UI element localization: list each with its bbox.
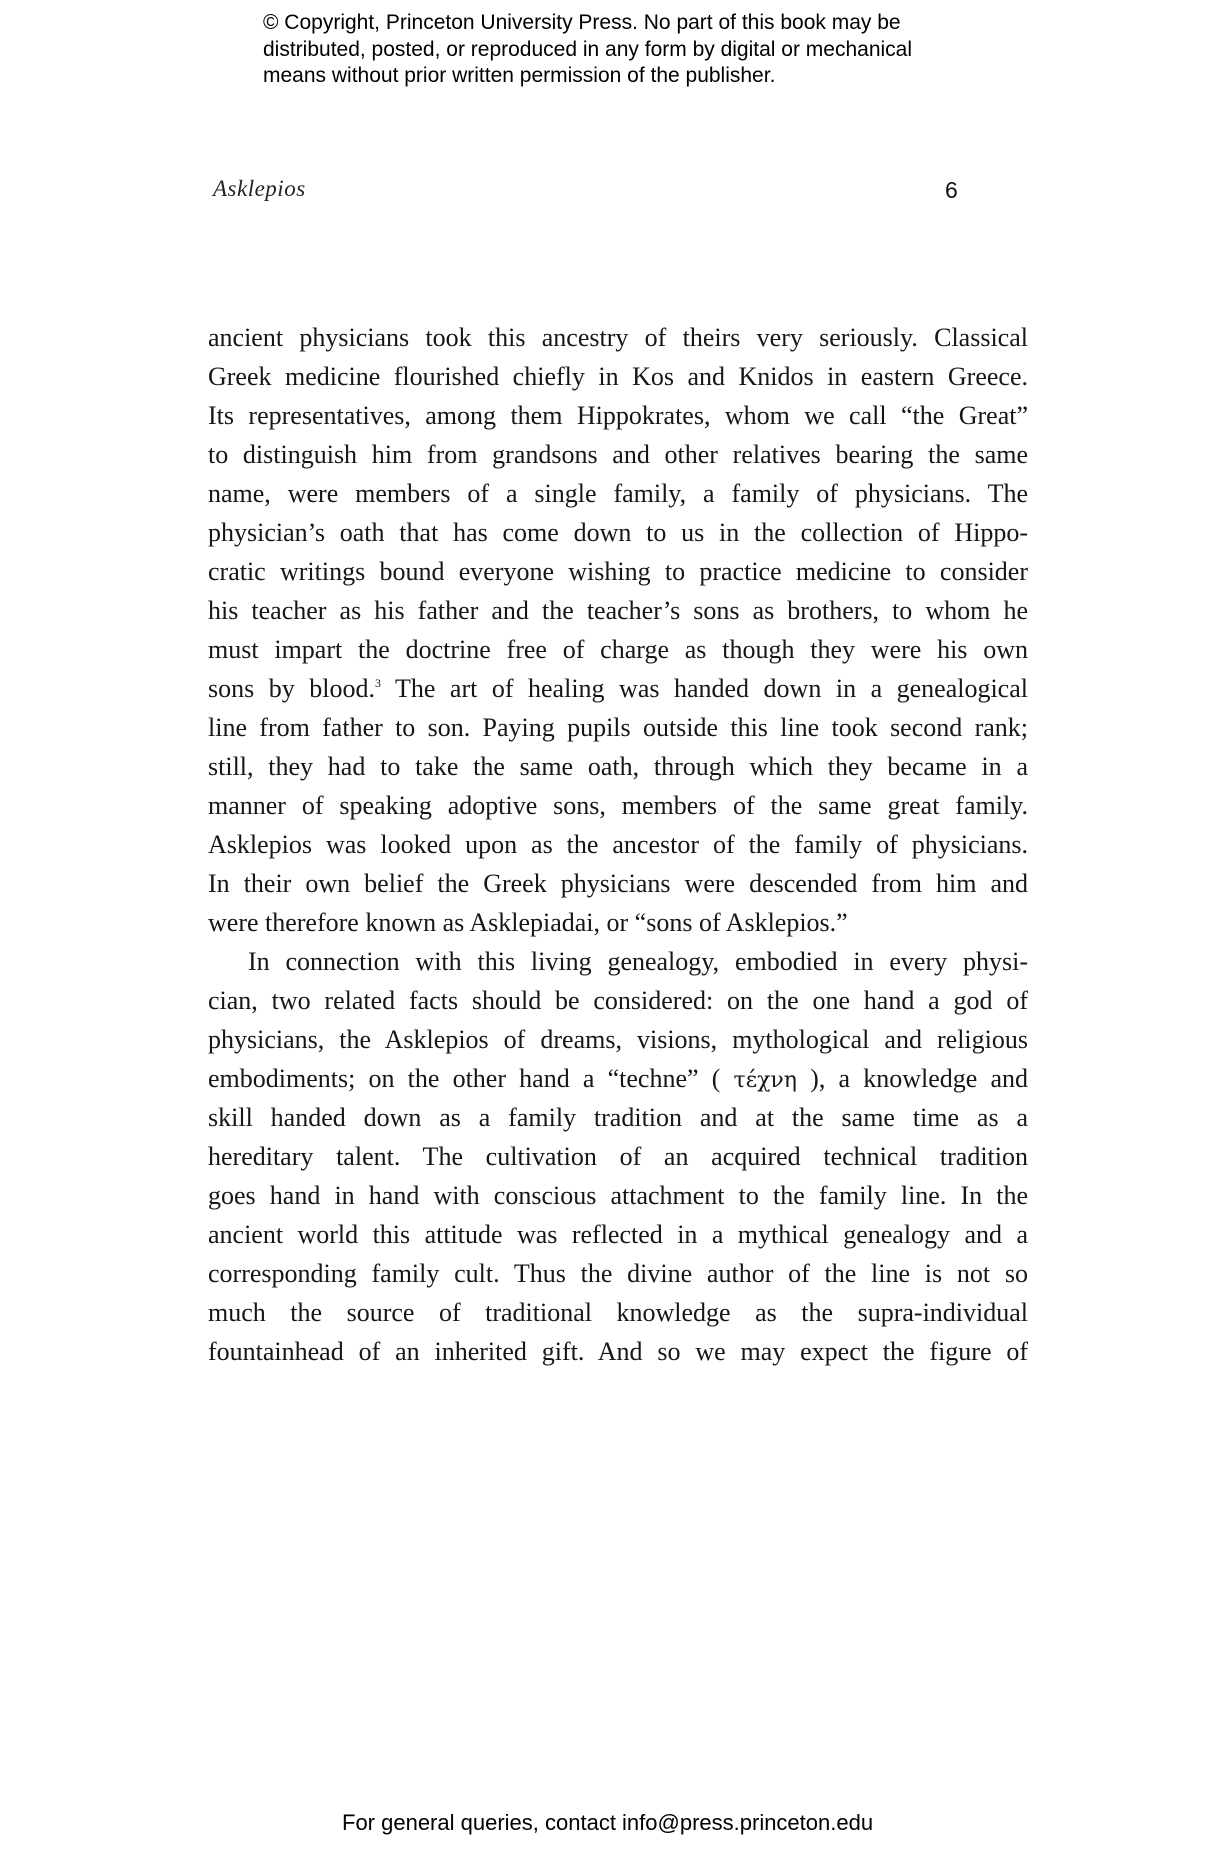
page-number: 6: [945, 177, 958, 203]
text-line-with-footnote: [208, 669, 1028, 708]
footnote-marker: 3: [374, 676, 381, 690]
text-line: must impart the doctrine free of charge as though they were his own: [208, 635, 1028, 664]
running-head: Asklepios: [213, 176, 306, 201]
text-line: still, they had to take the same oath, through which they became in a: [208, 752, 1028, 781]
text-line: skill handed down as a family tradition and at the same time as a: [208, 1103, 1028, 1132]
text-line: Its representatives, among them Hippokrates, whom we call “the Great”: [208, 401, 1028, 430]
text-line: physicians, the Asklepios of dreams, visions, mythological and religious: [208, 1025, 1028, 1054]
text-fragment: sons by blood.: [208, 674, 375, 703]
text-line: manner of speaking adoptive sons, members of the same great family.: [208, 791, 1028, 820]
text-line: Greek medicine flourished chiefly in Kos and Knidos in eastern Greece.: [208, 362, 1028, 391]
text-line: hereditary talent. The cultivation of an acquired technical tradition: [208, 1142, 1028, 1171]
text-line: were therefore known as Asklepiadai, or “sons of Asklepios.”: [208, 908, 848, 937]
text-line: ancient physicians took this ancestry of theirs very seriously. Classical: [208, 323, 1028, 352]
text-fragment: The art of healing was handed down in a genealogical: [380, 674, 1028, 703]
text-line-with-greek: [208, 1059, 1028, 1098]
text-fragment: embodiments; on the other hand a “techne” (: [208, 1064, 734, 1093]
text-line: corresponding family cult. Thus the divine author of the line is not so: [208, 1259, 1028, 1288]
text-line: his teacher as his father and the teacher’s sons as brothers, to whom he: [208, 596, 1028, 625]
copyright-line: distributed, posted, or reproduced in any form by digital or mechanical: [263, 37, 913, 61]
text-line: line from father to son. Paying pupils outside this line took second rank;: [208, 713, 1028, 742]
copyright-line: means without prior written permission of the publisher.: [263, 64, 776, 87]
text-line: goes hand in hand with conscious attachment to the family line. In the: [208, 1181, 1028, 1210]
body-text: [208, 318, 1028, 1371]
text-line: In connection with this living genealogy, embodied in every physi-: [248, 947, 1028, 976]
text-fragment: ), a knowledge and: [797, 1064, 1028, 1093]
copyright-notice: [263, 10, 1023, 90]
greek-word: τέχνη: [733, 1068, 797, 1093]
text-line: cian, two related facts should be considered: on the one hand a god of: [208, 986, 1028, 1015]
text-line: fountainhead of an inherited gift. And so we may expect the figure of: [208, 1337, 1028, 1366]
text-line: cratic writings bound everyone wishing to practice medicine to consider: [208, 557, 1028, 586]
text-line: name, were members of a single family, a family of physicians. The: [208, 479, 1028, 508]
text-line: In their own belief the Greek physicians were descended from him and: [208, 869, 1028, 898]
text-line: ancient world this attitude was reflected in a mythical genealogy and a: [208, 1220, 1028, 1249]
text-line: to distinguish him from grandsons and other relatives bearing the same: [208, 440, 1028, 469]
text-line: much the source of traditional knowledge as the supra-individual: [208, 1298, 1028, 1327]
text-line: Asklepios was looked upon as the ancestor of the family of physicians.: [208, 830, 1028, 859]
text-line: physician’s oath that has come down to us in the collection of Hippo-: [208, 518, 1028, 547]
copyright-line: © Copyright, Princeton University Press. No part of this book may be: [263, 11, 901, 34]
footer-contact: For general queries, contact info@press.princeton.edu: [342, 1810, 874, 1835]
